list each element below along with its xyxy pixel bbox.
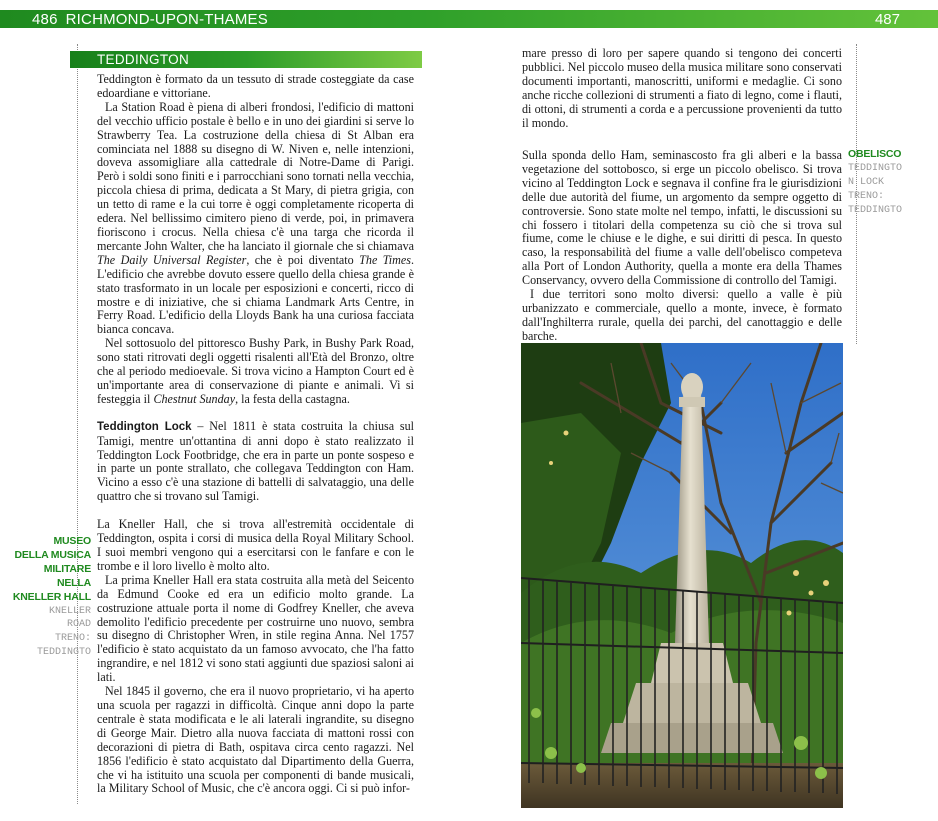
paragraph-teddington-lock [97,420,414,504]
sidenote-title-line: KNELLER HALL [12,590,91,603]
obelisk-illustration [521,343,843,808]
paragraph-intro: Teddington è formato da un tessuto di strade costeggiate da case edoardiane e vittoriane. [97,72,414,100]
sidenote-location-line: TEDDINGTO [848,162,903,174]
text-run: . L'edificio che avrebbe dovuto essere quello della chiesa grande è stato trasformato in un locale per esposizioni e concerti, ricco di mostre e di iniziative, che si chiama Landmark Arts Centre, in Ferry Road. L'edificio della Lloyds Bank ha una curiosa facciata bianca concava. [97,252,415,337]
sidenote-location-line: KNELLER [48,605,91,617]
newspaper-title-register: The Daily Universal Register [97,252,247,267]
left-sidenote [8,535,91,660]
sidenote-location-line: TRENO: [54,633,91,645]
right-page-number: 487 [874,11,900,28]
paragraph-station-road [97,101,414,337]
paragraph-kneller-history: La prima Kneller Hall era stata costruita alla metà del Seicento da Edmund Cooke ed era un edificio molto grande. La costruzione attuale porta il nome di Godfrey Kneller, che aveva demolito l'edificio precedente per costruirne uno nuovo, sembra su disegno di Christopher Wren, in stile regina Anna. Nel 1757 l'edificio è stato acquistato da un famoso avvocato, che l'ha fatto ingrandire, e nel 1812 vi sono stati aggiunti due spaziosi saloni ai lati. [97,572,414,685]
left-running-head [32,10,268,28]
text-run: , che è poi diventato [246,252,354,267]
obelisk-photo [521,343,843,808]
left-dotted-rule [77,44,78,804]
paragraph-kneller-1845: Nel 1845 il governo, che era il nuovo proprietario, vi ha aperto una scuola per ragazzi in difficoltà. Cinque anni dopo la parte centrale è stata modificata e le ali laterali ingrandite, su disegno di George Mair. Dietro alla nuova facciata di mattoni rossi con decorazioni di pietra di Bath, ospitava circa cento ragazzi. Nel 1856 l'edificio è stato acquistato dal Dipartimento della Guerra, che vi ha istituito una scuola per componenti di bande musicali, la Military School of Music, che c'è ancora oggi. Ci si può infor- [97,684,414,796]
text-run: – Nel 1811 è stata costruita la chiusa sul Tamigi, mentre un'ottantina di anni dopo è stato realizzato il Teddington Lock Footbridge, che era in parte un ponte sospeso e in parte un ponte strallato, che collegava Teddington con Ham. Vicino a esso c'è una stazione di battelli di salvataggio, una delle quattro che si trovano sul Tamigi. [97,418,414,504]
paragraph-territories: I due territori sono molto diversi: quello a valle è più urbanizzato e commerciale, quello a monte, invece, è formato dall'Inghilterra rurale, quella dei parchi, del canottaggio e delle barche. [522,287,842,343]
newspaper-title-times: The Times [359,252,411,267]
chapter-title: RICHMOND-UPON-THAMES [65,11,268,28]
sidenote-location-line: N LOCK [848,176,885,188]
paragraph-bushy-park [97,337,414,407]
subheading-teddington-lock: Teddington Lock [97,420,192,433]
sidenote-title-obelisco: OBELISCO [848,148,902,160]
paragraph-kneller-hall: La Kneller Hall, che si trova all'estremità occidentale di Teddington, ospita i corsi di musica della Royal Military School. I suoi membri vengono qui a esercitarsi con le fanfare e con le trombe e il loro livello è molto alto. [97,517,414,573]
running-header [0,10,938,28]
sidenote-title-line: DELLA MUSICA [14,548,91,561]
sidenote-location-line: ROAD [66,619,91,631]
paragraph-museum-continued: mare presso di loro per sapere quando si tengono dei concerti pubblici. Nel piccolo museo della musica militare sono conservati documenti importanti, manoscritti, uniformi e medaglie. Ci sono anche ricche collezioni di strumenti a fiato di legno, come i flauti, di ottoni, di strumenti a corda e a percussione provenienti da tutto il mondo. [522,46,842,130]
paragraph-obelisk: Sulla sponda dello Ham, seminascosto fra gli alberi e la bassa vegetazione del sottobosco, si erge un piccolo obelisco. Si trova vicino al Teddington Lock e segnava il confine fra le giurisdizioni delle due autorità del fiume, un argomento da sempre oggetto di controversie. Sono state molte nel tempo, infatti, le discussioni su chi fossero i titolari della competenza su ciò che si trova sul fiume, come le chiuse e le dighe, e sui diritti di pesca. In questo caso, la responsabilità del fiume a valle dell'obelisco competeva alla Port of London Authority, quella a monte era della Thames Conservancy, ovvero della Commissione di controllo del Tamigi. [522,148,842,288]
sidenote-location-line: TRENO: [848,190,885,202]
right-column-text-obelisk [522,149,842,344]
left-page-number: 486 [32,11,58,28]
section-heading [70,51,422,68]
text-run: La Station Road è piena di alberi frondosi, l'edificio di mattoni del vecchio ufficio postale è bello e in uno dei giardini si serve lo Strawberry Tea. La costruzione della chiesa di St Alban era cominciata nel 1888 su disegno di W. Niven e, nelle intenzioni, doveva assomigliare alla cattedrale di Notre-Dame di Parigi. Però i soldi sono finiti e i parrocchiani sono tornati nella vecchia, piccola chiesa di prima, dedicata a St Mary, di pietra grigia, con un tetto di rame e la cui torre è oggi completamente ricoperta di edera. Nel bellissimo cimitero pieno di verde, poi, in primavera fioriscono i crocus. Nella chiesa c'è una targa che ricorda il mercante John Walter, che ha lanciato il giornale che si chiamava [97,99,414,253]
section-title: TEDDINGTON [97,52,190,67]
right-sidenote [848,148,936,218]
sidenote-title-line: MUSEO [53,535,91,547]
sidenote-title-line: MILITARE NELLA [43,562,91,589]
text-run: Nel sottosuolo del pittoresco Bushy Park, in Bushy Park Road, sono stati ritrovati degli oggetti risalenti all'Età del Bronzo, oltre che al periodo medioevale. Si trova vicino a Hampton Court ed è un'importante area di conservazione di piante e animali. Vi si festeggia il [97,336,414,406]
sidenote-location-line: TEDDINGTO [36,647,91,659]
right-column-text-top [522,47,842,130]
left-column-text [97,73,414,796]
text-run: , la festa della castagna. [235,391,350,406]
sidenote-location-line: TEDDINGTO [848,204,903,216]
festival-name: Chestnut Sunday [153,391,236,406]
